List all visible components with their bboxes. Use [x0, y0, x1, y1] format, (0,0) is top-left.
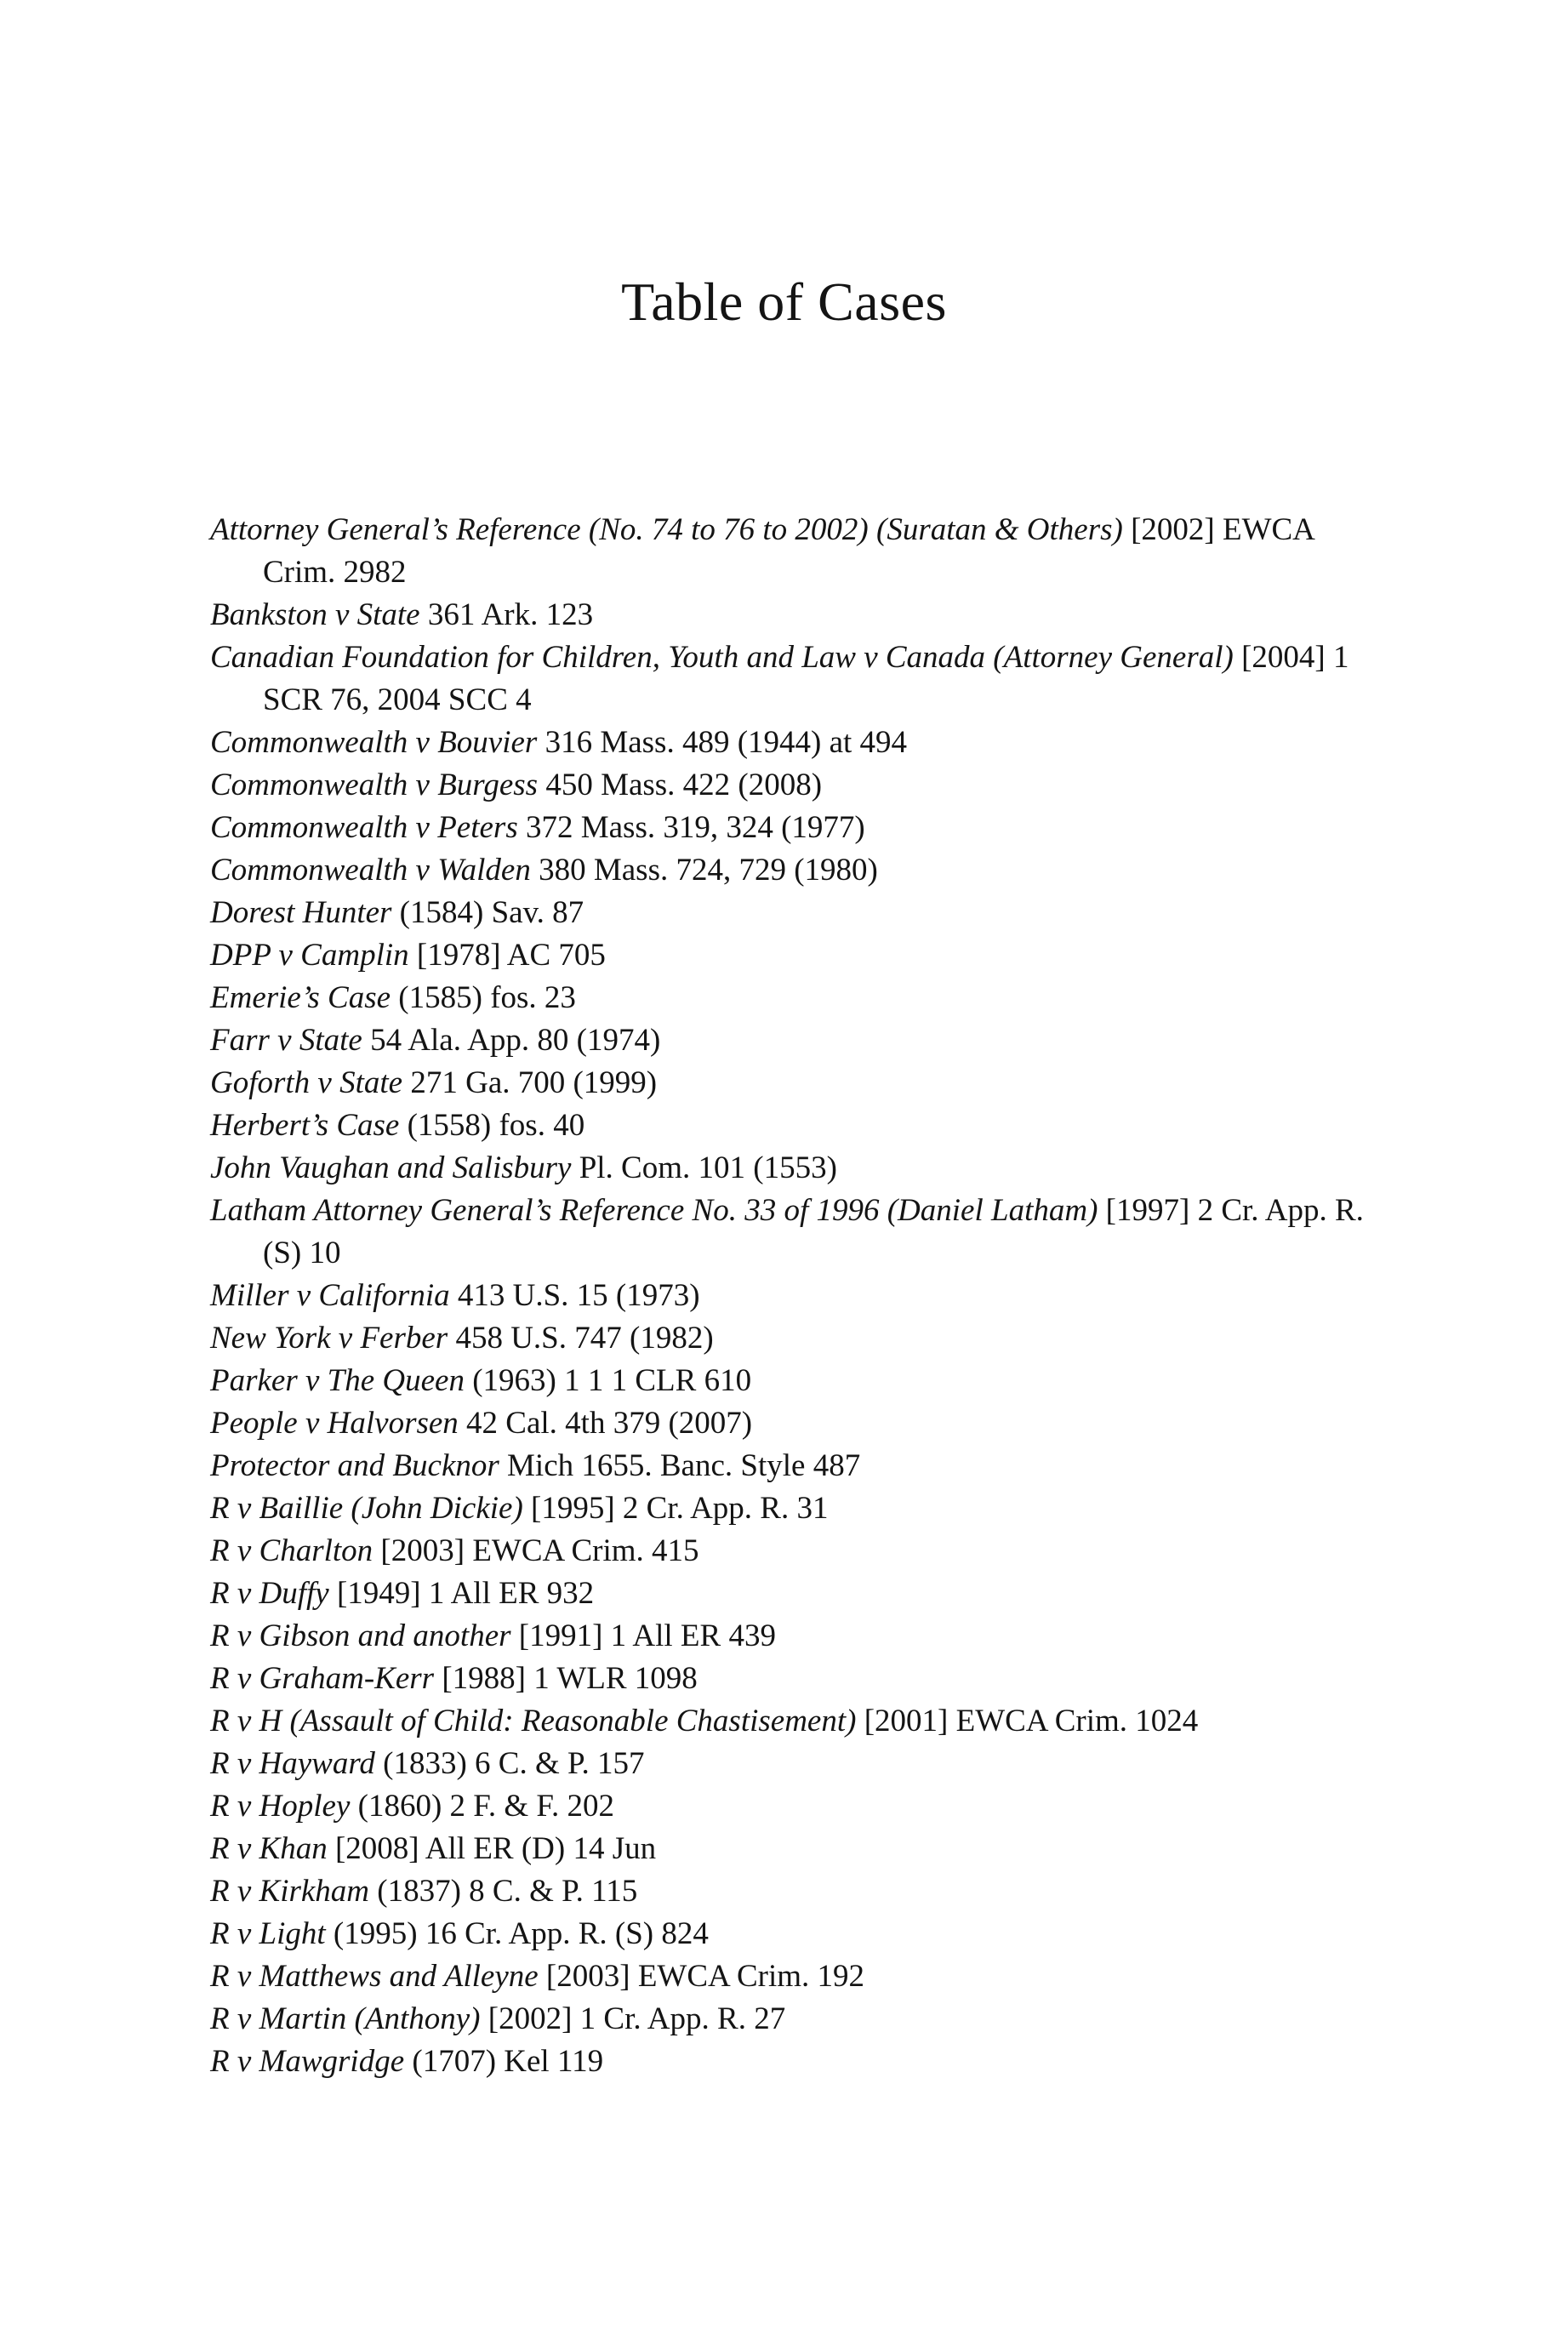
- case-entry: [210, 1615, 1376, 1658]
- case-name: Miller v California: [210, 1278, 450, 1313]
- case-citation: 271 Ga. 700 (1999): [410, 1065, 658, 1100]
- case-name: Protector and Bucknor: [210, 1448, 499, 1483]
- case-name: R v Martin (Anthony): [210, 2001, 481, 2036]
- case-name: People v Halvorsen: [210, 1406, 459, 1441]
- case-name: Emerie’s Case: [210, 980, 391, 1015]
- case-entry: [210, 1700, 1376, 1743]
- case-citation: (1860) 2 F. & F. 202: [357, 1789, 615, 1824]
- case-name: Commonwealth v Peters: [210, 810, 518, 845]
- case-citation: 316 Mass. 489 (1944) at 494: [545, 725, 908, 760]
- case-citation: [2008] All ER (D) 14 Jun: [334, 1831, 657, 1866]
- case-entry: [210, 1658, 1376, 1700]
- case-name: Herbert’s Case: [210, 1108, 400, 1143]
- case-entry: [210, 1360, 1376, 1402]
- case-name: R v H (Assault of Child: Reasonable Chastisement): [210, 1704, 857, 1738]
- case-name: Farr v State: [210, 1023, 362, 1058]
- page-title: Table of Cases: [621, 271, 947, 332]
- case-citation: [1978] AC 705: [416, 938, 606, 973]
- case-citation: [1988] 1 WLR 1098: [442, 1661, 698, 1696]
- case-entry: [210, 1402, 1376, 1445]
- case-entry: [210, 1147, 1376, 1190]
- case-entry: [210, 1998, 1376, 2041]
- case-entry: [210, 764, 1376, 807]
- case-name: R v Hopley: [210, 1789, 351, 1824]
- case-entry: [210, 934, 1376, 977]
- case-name: R v Gibson and another: [210, 1618, 511, 1653]
- case-entry: [210, 1062, 1376, 1105]
- case-citation: [1949] 1 All ER 932: [336, 1576, 595, 1611]
- case-name: New York v Ferber: [210, 1321, 448, 1356]
- case-name: Parker v The Queen: [210, 1363, 465, 1398]
- case-citation: (1707) Kel 119: [412, 2044, 604, 2079]
- case-entry: [210, 1573, 1376, 1615]
- case-name: DPP v Camplin: [210, 938, 409, 973]
- case-citation: 372 Mass. 319, 324 (1977): [525, 810, 865, 845]
- case-name: Canadian Foundation for Children, Youth and Law v Canada (Attorney General): [210, 640, 1234, 675]
- case-entry: [210, 807, 1376, 849]
- case-citation: (1963) 1 1 1 CLR 610: [472, 1363, 752, 1398]
- case-citation: 458 U.S. 747 (1982): [455, 1321, 714, 1356]
- case-citation: [2001] EWCA Crim. 1024: [864, 1704, 1199, 1738]
- case-citation: [1995] 2 Cr. App. R. 31: [531, 1491, 829, 1526]
- case-citation: [2003] EWCA Crim. 415: [380, 1533, 699, 1568]
- case-entry: [210, 637, 1376, 722]
- case-name: R v Hayward: [210, 1746, 375, 1781]
- case-entry: [210, 509, 1376, 594]
- case-entry: [210, 1828, 1376, 1870]
- case-name: R v Light: [210, 1916, 326, 1951]
- case-entry: [210, 849, 1376, 892]
- case-name: Commonwealth v Bouvier: [210, 725, 538, 760]
- case-entry: [210, 1785, 1376, 1828]
- case-citation: 380 Mass. 724, 729 (1980): [539, 853, 878, 888]
- case-citation: 413 U.S. 15 (1973): [457, 1278, 700, 1313]
- case-citation: [2002] EWCA Crim. 2982: [263, 512, 1314, 590]
- case-name: R v Graham-Kerr: [210, 1661, 435, 1696]
- case-name: Commonwealth v Walden: [210, 853, 531, 888]
- case-entry: [210, 892, 1376, 934]
- case-entry: [210, 1190, 1376, 1275]
- case-citation: Pl. Com. 101 (1553): [579, 1150, 837, 1185]
- case-citation: (1833) 6 C. & P. 157: [383, 1746, 645, 1781]
- case-citation: (1995) 16 Cr. App. R. (S) 824: [333, 1916, 709, 1951]
- case-name: Attorney General’s Reference (No. 74 to 76 to 2002) (Suratan & Others): [210, 512, 1123, 547]
- case-entry: [210, 2041, 1376, 2083]
- case-entry: [210, 594, 1376, 637]
- case-entry: [210, 1530, 1376, 1573]
- case-entry: [210, 722, 1376, 764]
- case-list: [210, 509, 1376, 2083]
- case-citation: Mich 1655. Banc. Style 487: [507, 1448, 861, 1483]
- case-citation: (1837) 8 C. & P. 115: [377, 1874, 638, 1909]
- case-name: R v Matthews and Alleyne: [210, 1959, 539, 1994]
- case-name: R v Khan: [210, 1831, 328, 1866]
- case-entry: [210, 977, 1376, 1019]
- case-name: Dorest Hunter: [210, 895, 392, 930]
- case-citation: (1558) fos. 40: [407, 1108, 585, 1143]
- case-entry: [210, 1955, 1376, 1998]
- case-citation: [1997] 2 Cr. App. R. (S) 10: [263, 1193, 1364, 1270]
- case-entry: [210, 1445, 1376, 1487]
- case-citation: (1584) Sav. 87: [399, 895, 584, 930]
- case-citation: 54 Ala. App. 80 (1974): [370, 1023, 661, 1058]
- case-name: Commonwealth v Burgess: [210, 768, 539, 802]
- case-name: Goforth v State: [210, 1065, 403, 1100]
- case-name: Bankston v State: [210, 597, 420, 632]
- case-entry: [210, 1913, 1376, 1955]
- case-entry: [210, 1870, 1376, 1913]
- case-citation: 450 Mass. 422 (2008): [545, 768, 823, 802]
- case-entry: [210, 1317, 1376, 1360]
- case-entry: [210, 1487, 1376, 1530]
- case-name: John Vaughan and Salisbury: [210, 1150, 572, 1185]
- case-name: R v Mawgridge: [210, 2044, 405, 2079]
- case-entry: [210, 1743, 1376, 1785]
- case-entry: [210, 1275, 1376, 1317]
- case-name: R v Duffy: [210, 1576, 329, 1611]
- case-name: Latham Attorney General’s Reference No. 33 of 1996 (Daniel Latham): [210, 1193, 1098, 1228]
- case-citation: [2003] EWCA Crim. 192: [545, 1959, 865, 1994]
- case-entry: [210, 1019, 1376, 1062]
- case-name: R v Baillie (John Dickie): [210, 1491, 523, 1526]
- case-citation: 361 Ark. 123: [427, 597, 594, 632]
- case-citation: [1991] 1 All ER 439: [518, 1618, 776, 1653]
- case-name: R v Kirkham: [210, 1874, 370, 1909]
- case-citation: [2002] 1 Cr. App. R. 27: [488, 2001, 786, 2036]
- case-citation: 42 Cal. 4th 379 (2007): [466, 1406, 753, 1441]
- case-name: R v Charlton: [210, 1533, 373, 1568]
- case-citation: [2004] 1 SCR 76, 2004 SCC 4: [263, 640, 1349, 717]
- case-entry: [210, 1105, 1376, 1147]
- case-citation: (1585) fos. 23: [398, 980, 576, 1015]
